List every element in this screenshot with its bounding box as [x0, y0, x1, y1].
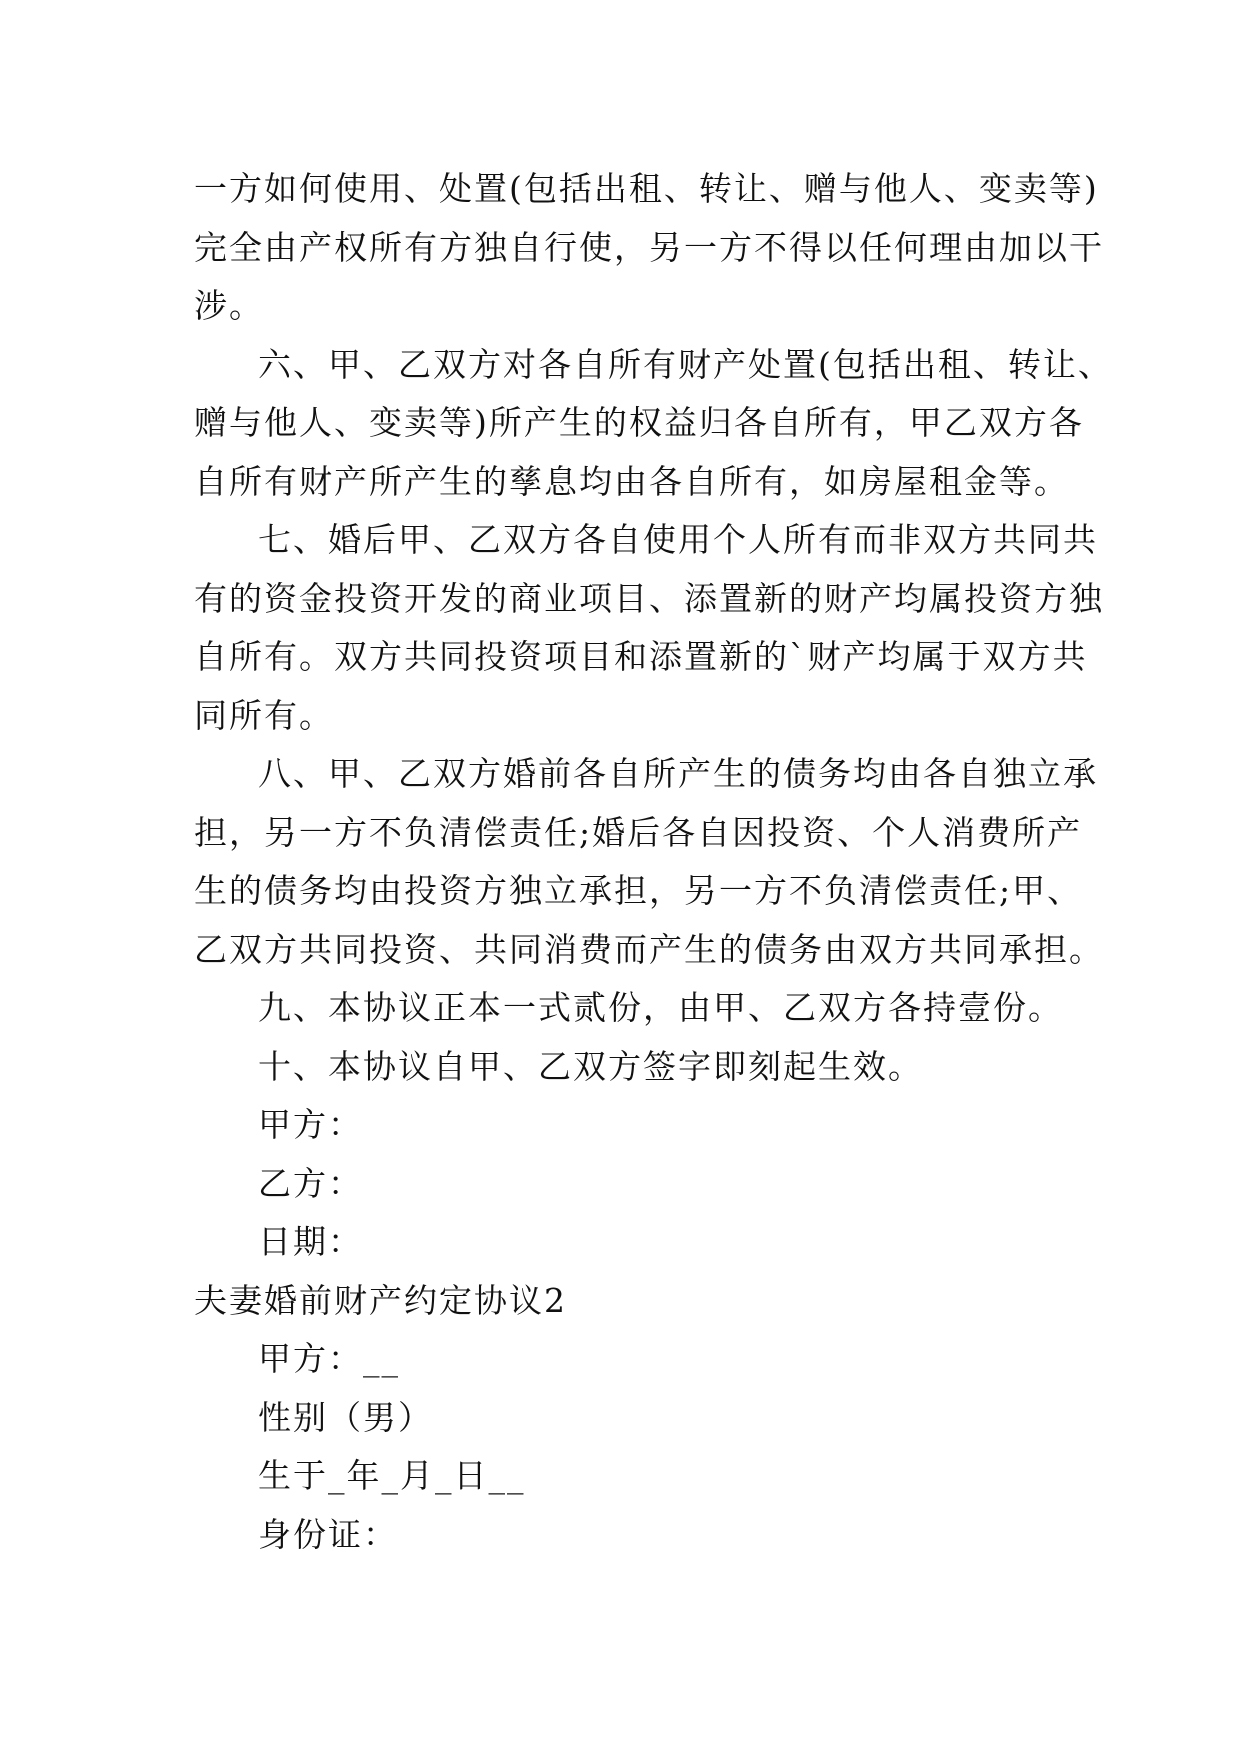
paragraph-line: 乙双方共同投资、共同消费而产生的债务由双方共同承担。: [194, 929, 1104, 969]
paragraph-line: 自所有。双方共同投资项目和添置新的`财产均属于双方共: [194, 637, 1088, 676]
document-body: [194, 160, 1113, 1564]
paragraph-line: 同所有。: [194, 695, 334, 735]
party-a-signature-label: 甲方：: [258, 1105, 363, 1144]
paragraph-line: 一方如何使用、处置(包括出租、转让、赠与他人、变卖等): [194, 169, 1099, 208]
paragraph-line: 涉。: [194, 286, 264, 325]
agreement-2-title: 夫妻婚前财产约定协议2: [194, 1280, 567, 1320]
paragraph-line: 赠与他人、变卖等)所产生的权益归各自所有，甲乙双方各: [194, 403, 1084, 442]
paragraph-line: 担，另一方不负清偿责任;婚后各自因投资、个人消费所产: [194, 812, 1083, 852]
clause-seven-line: 七、婚后甲、乙双方各自使用个人所有而非双方共同共: [258, 520, 1098, 559]
id-card-field: 身份证：: [258, 1514, 398, 1554]
birth-date-field: 生于_年_月_日__: [258, 1456, 526, 1495]
clause-eight-line: 八、甲、乙双方婚前各自所产生的债务均由各自独立承: [258, 754, 1098, 793]
gender-field: 性别（男）: [258, 1397, 433, 1437]
paragraph-line: 有的资金投资开发的商业项目、添置新的财产均属投资方独: [194, 578, 1104, 618]
clause-ten-line: 十、本协议自甲、乙双方签字即刻起生效。: [258, 1046, 923, 1086]
paragraph-line: 生的债务均由投资方独立承担，另一方不负清偿责任;甲、: [194, 871, 1083, 910]
date-label: 日期：: [258, 1222, 363, 1261]
paragraph-line: 完全由产权所有方独自行使，另一方不得以任何理由加以干: [194, 227, 1104, 267]
clause-six-line: 六、甲、乙双方对各自所有财产处置(包括出租、转让、: [258, 344, 1113, 384]
party-b-signature-label: 乙方：: [258, 1163, 363, 1203]
clause-nine-line: 九、本协议正本一式贰份，由甲、乙双方各持壹份。: [258, 988, 1063, 1027]
party-a-field: 甲方：__: [258, 1339, 400, 1378]
paragraph-line: 自所有财产所产生的孳息均由各自所有，如房屋租金等。: [194, 461, 1069, 501]
